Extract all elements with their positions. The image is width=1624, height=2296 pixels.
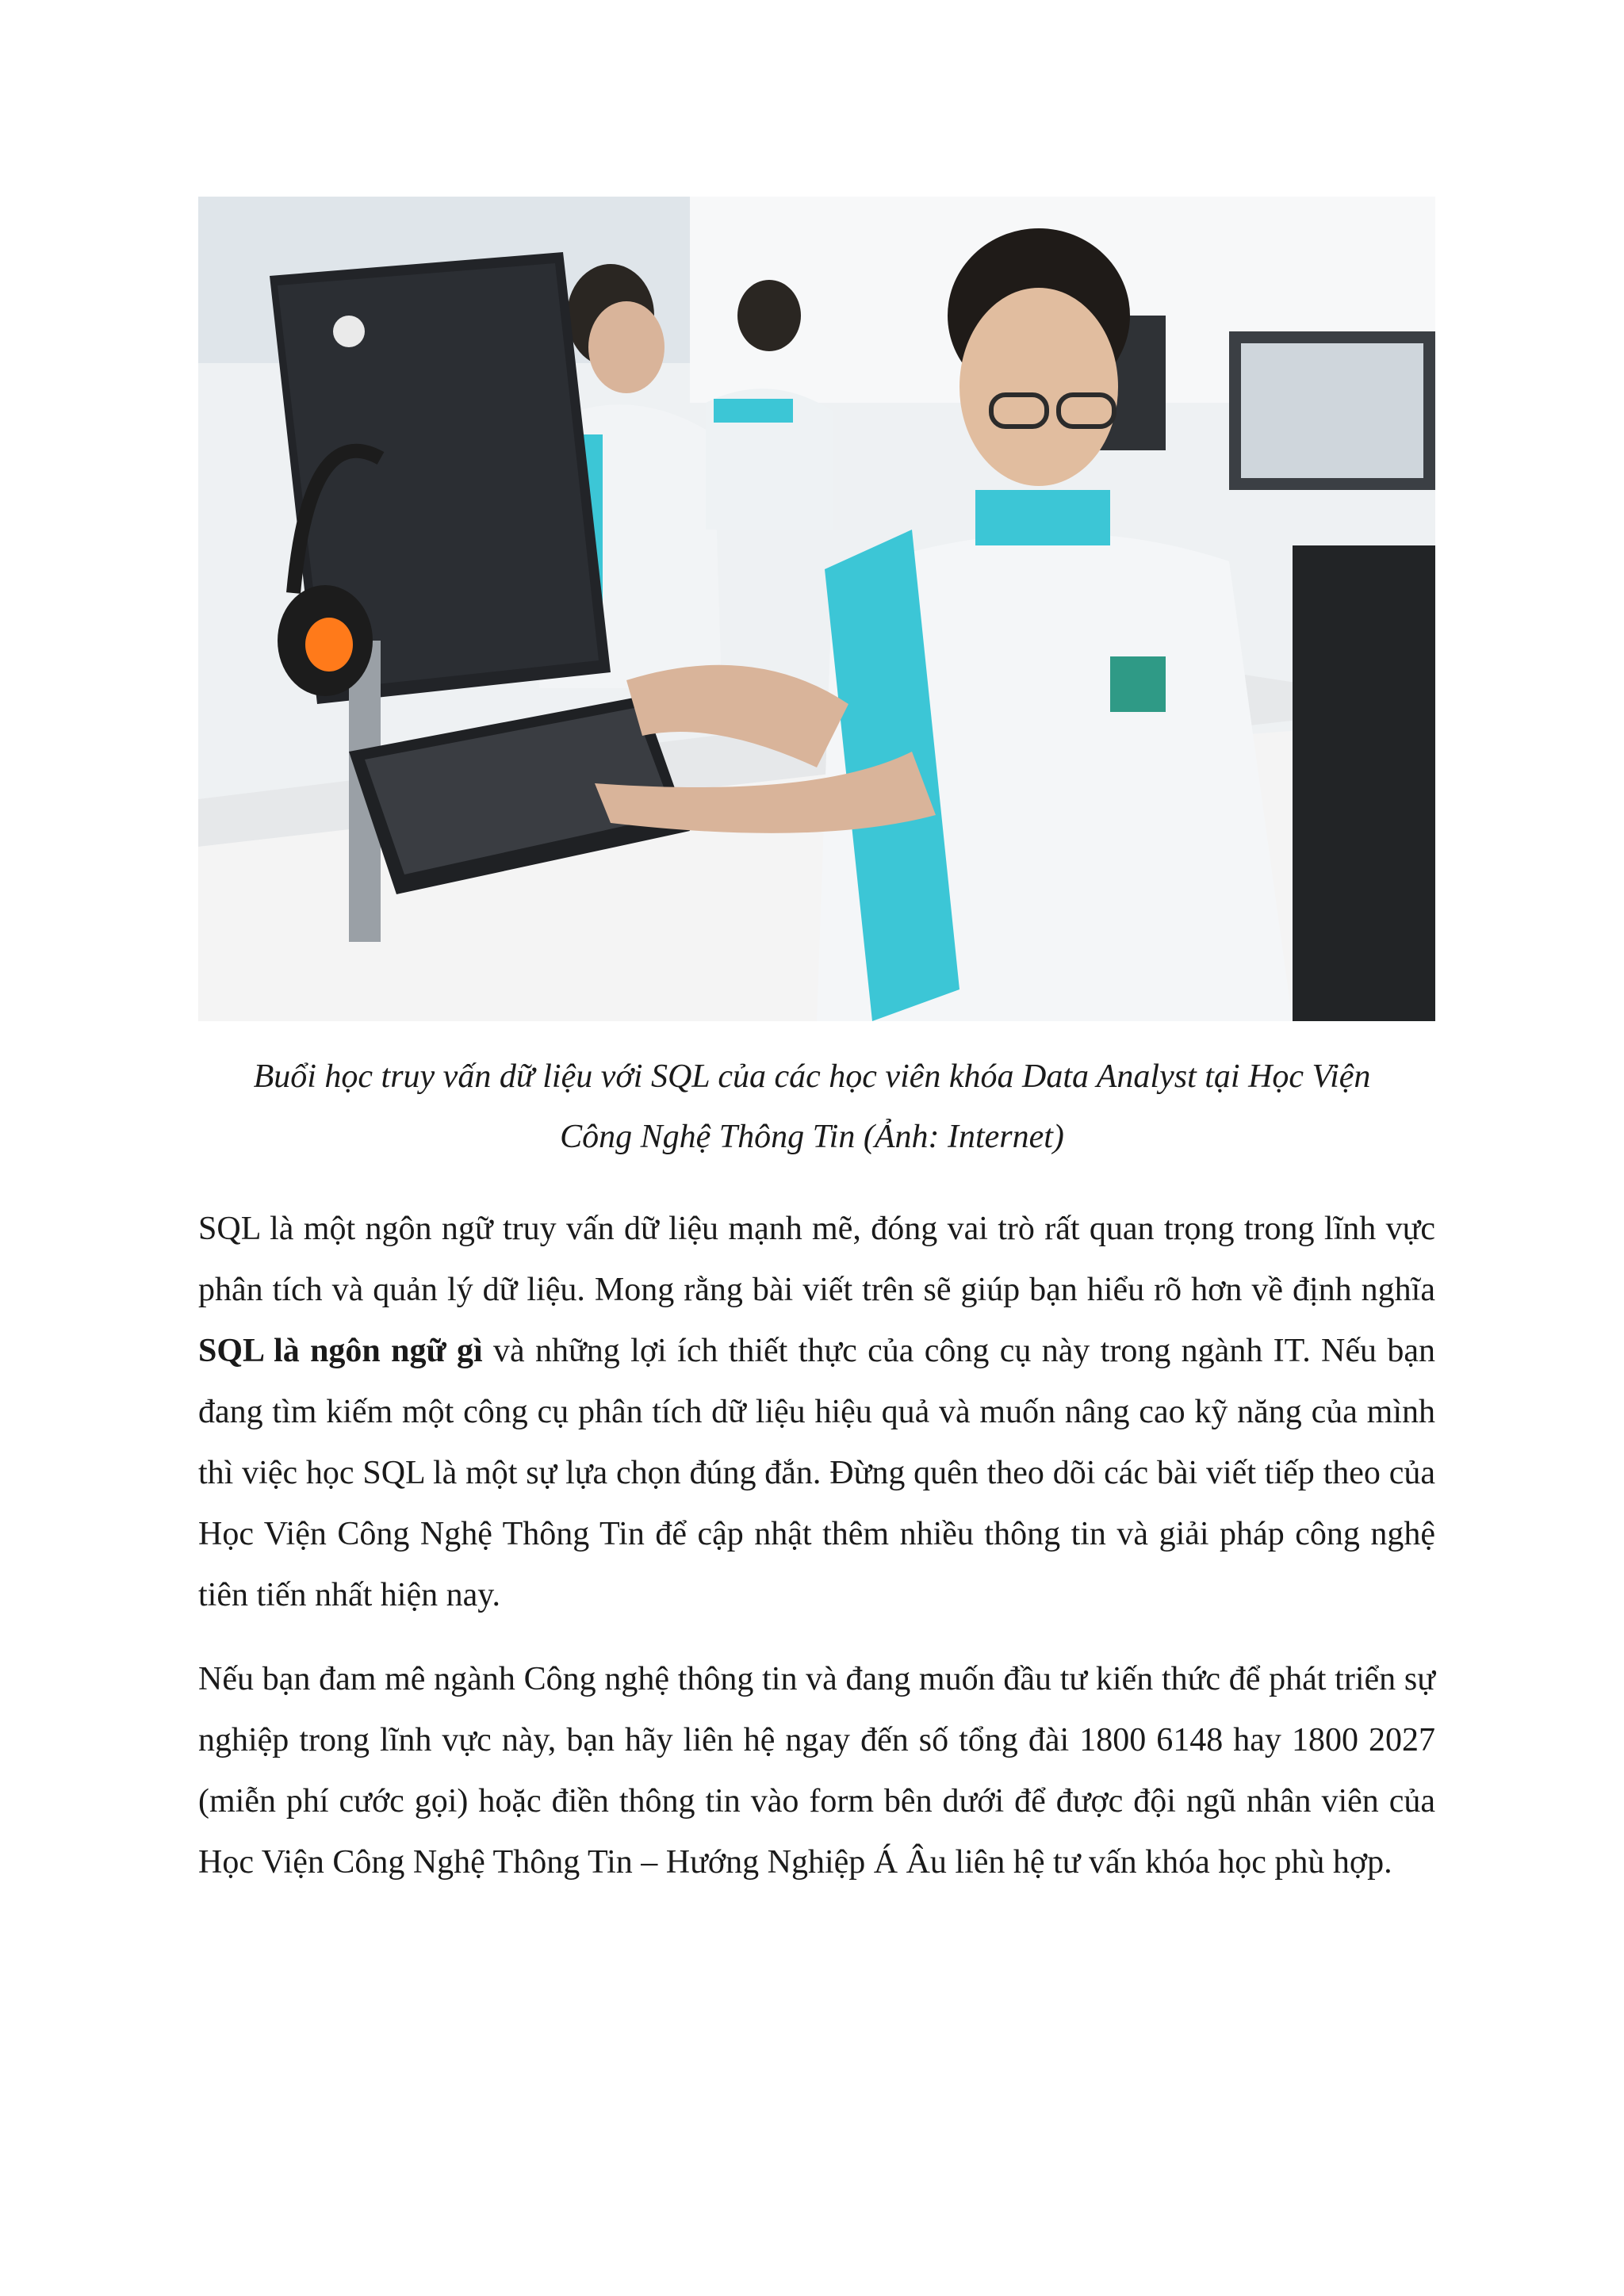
caption-line-1: Buổi học truy vấn dữ liệu với SQL của các học viên khóa Data Analyst tại Học Viện <box>253 1058 1371 1095</box>
keyword-link[interactable]: SQL là ngôn ngữ gì <box>198 1333 483 1369</box>
paragraph-contact <box>198 1649 1435 1893</box>
paragraph-conclusion <box>198 1199 1435 1626</box>
paragraph-2-text: Nếu bạn đam mê ngành Công nghệ thông tin và đang muốn đầu tư kiến thức để phát triển sự nghiệp trong lĩnh vực này, bạn hãy liên hệ ngay đến số tổng đài 1800 6148 hay 1800 2027 (miễn phí cước gọi) hoặc điền thông tin vào form bên dưới để được đội ngũ nhân viên của Học Viện Công Nghệ Thông Tin – Hướng Nghiệp Á Âu liên hệ tư vấn khóa học phù hợp. <box>198 1661 1435 1881</box>
classroom-photo <box>198 197 1435 1021</box>
caption-line-2: Công Nghệ Thông Tin (Ảnh: Internet) <box>560 1119 1064 1155</box>
classroom-photo-illustration <box>198 197 1435 1021</box>
paragraph-1-text-after: và những lợi ích thiết thực của công cụ này trong ngành IT. Nếu bạn đang tìm kiếm một công cụ phân tích dữ liệu hiệu quả và muốn nâng cao kỹ năng của mình thì việc học SQL là một sự lựa chọn đúng đắn. Đừng quên theo dõi các bài viết tiếp theo của Học Viện Công Nghệ Thông Tin để cập nhật thêm nhiều thông tin và giải pháp công nghệ tiên tiến nhất hiện nay. <box>198 1333 1435 1613</box>
paragraph-1-text-before: SQL là một ngôn ngữ truy vấn dữ liệu mạnh mẽ, đóng vai trò rất quan trọng trong lĩnh vực phân tích và quản lý dữ liệu. Mong rằng bài viết trên sẽ giúp bạn hiểu rõ hơn về định nghĩa <box>198 1211 1435 1308</box>
photo-caption <box>174 1047 1450 1167</box>
